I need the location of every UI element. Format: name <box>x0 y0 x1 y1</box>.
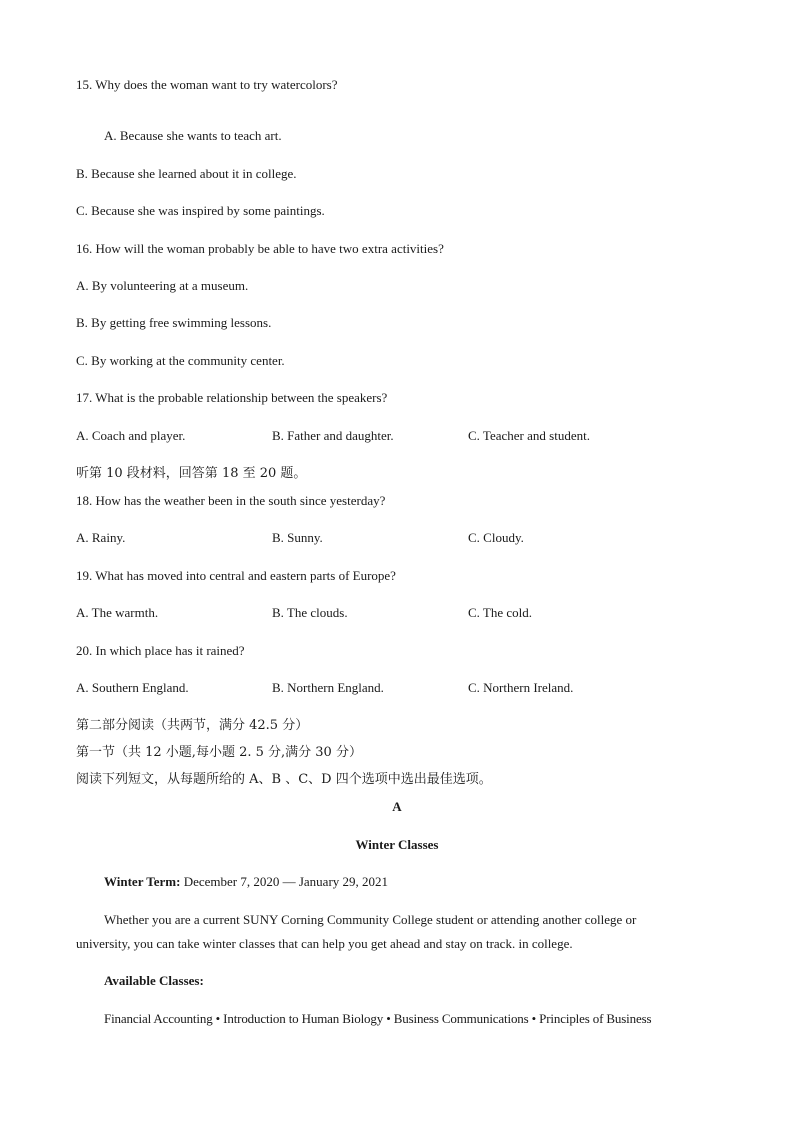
q20-option-a: A. Southern England. <box>76 680 189 695</box>
part2-heading: 第二部分阅读（共两节，满分 42.5 分） <box>76 718 309 733</box>
q17-question: 17. What is the probable relationship between the speakers? <box>76 390 388 405</box>
q20-option-b: B. Northern England. <box>272 680 384 695</box>
q19-option-c: C. The cold. <box>468 605 533 620</box>
passage-title: Winter Classes <box>355 837 439 852</box>
part2-section1: 第一节（共 12 小题,每小题 2. 5 分,满分 30 分） <box>76 745 362 760</box>
q17-option-c: C. Teacher and student. <box>468 428 590 443</box>
q16-question: 16. How will the woman probably be able to have two extra activities? <box>76 241 444 256</box>
q15-option-a: A. Because she wants to teach art. <box>104 128 282 143</box>
q15-option-b: B. Because she learned about it in college. <box>76 166 297 181</box>
available-classes-label: Available Classes: <box>104 973 204 988</box>
q19-option-b: B. The clouds. <box>272 605 348 620</box>
winter-term-dates: December 7, 2020 — January 29, 2021 <box>180 874 389 889</box>
q19-option-a: A. The warmth. <box>76 605 159 620</box>
q17-option-a: A. Coach and player. <box>76 428 186 443</box>
passage-paragraph-line-1: Whether you are a current SUNY Corning Community College student or attending another college or <box>104 912 637 927</box>
q15-question: 15. Why does the woman want to try watercolors? <box>76 77 338 92</box>
q15-option-c: C. Because she was inspired by some paintings. <box>76 203 325 218</box>
q18-question: 18. How has the weather been in the south since yesterday? <box>76 493 386 508</box>
q16-option-c: C. By working at the community center. <box>76 353 285 368</box>
q20-option-c: C. Northern Ireland. <box>468 680 574 695</box>
passage-paragraph-line-2: university, you can take winter classes that can help you get ahead and stay on track. in college. <box>76 936 573 951</box>
q20-question: 20. In which place has it rained? <box>76 643 245 658</box>
q19-question: 19. What has moved into central and eastern parts of Europe? <box>76 568 396 583</box>
q18-option-c: C. Cloudy. <box>468 530 524 545</box>
winter-term-label: Winter Term: <box>104 874 181 889</box>
available-classes-list: Financial Accounting • Introduction to Human Biology • Business Communications • Principles of Business <box>104 1011 652 1026</box>
passage-letter: A <box>392 799 402 814</box>
section-10-instruction: 听第 10 段材料，回答第 18 至 20 题。 <box>76 466 307 481</box>
q16-option-a: A. By volunteering at a museum. <box>76 278 249 293</box>
q16-option-b: B. By getting free swimming lessons. <box>76 315 272 330</box>
q18-option-a: A. Rainy. <box>76 530 126 545</box>
part2-instruction: 阅读下列短文，从每题所给的 A、B 、C、D 四个选项中选出最佳选项。 <box>76 772 492 787</box>
winter-term-line <box>104 874 388 890</box>
q18-option-b: B. Sunny. <box>272 530 323 545</box>
q17-option-b: B. Father and daughter. <box>272 428 394 443</box>
